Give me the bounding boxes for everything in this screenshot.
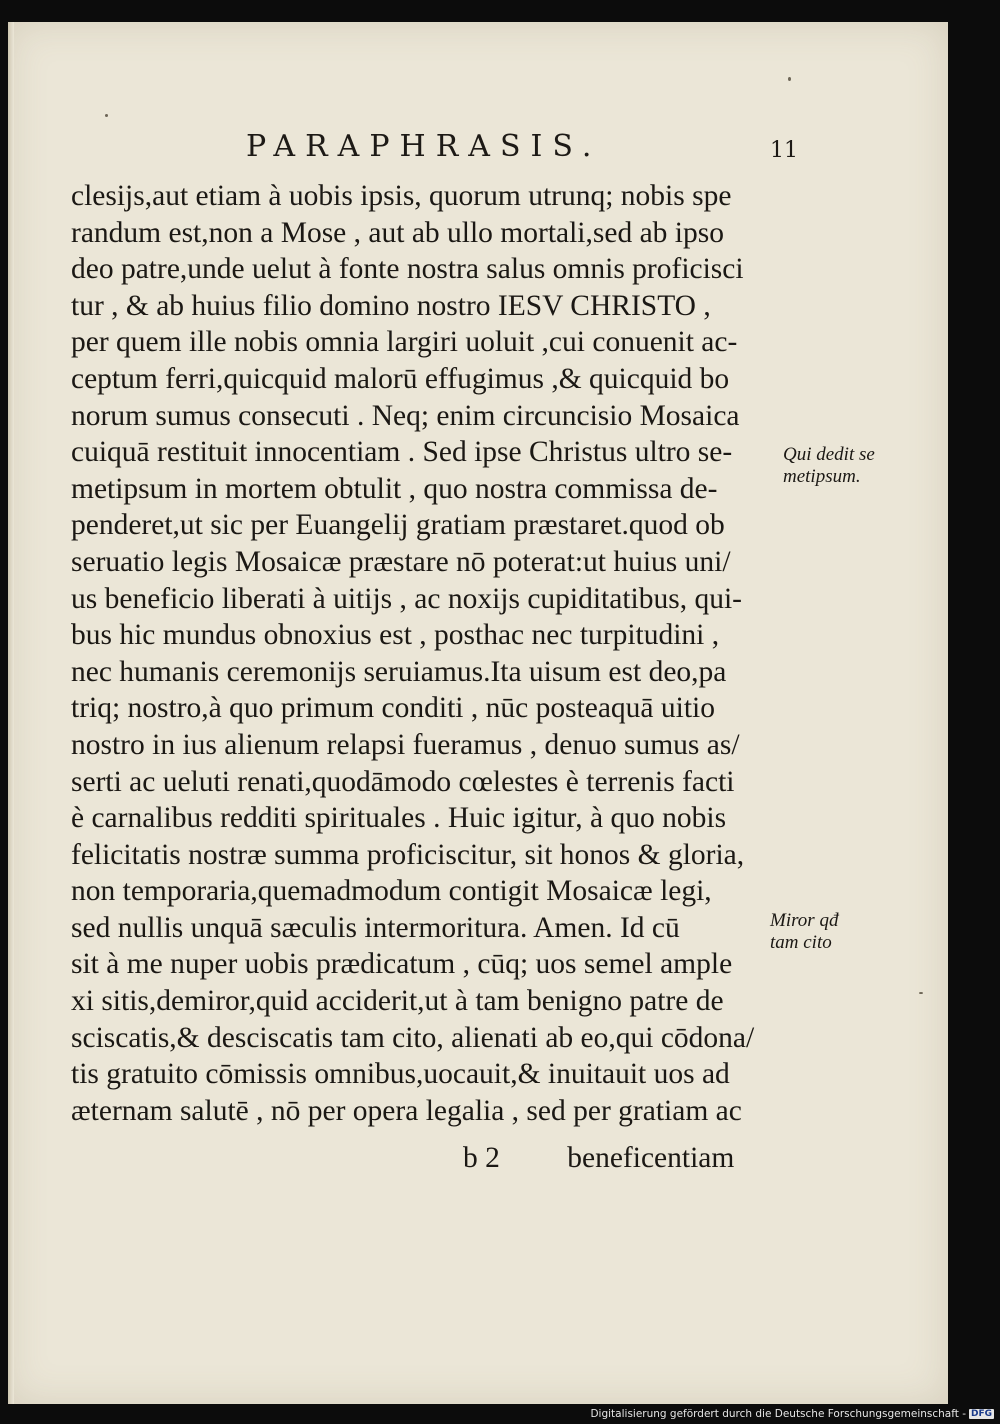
text-line: tis gratuito cōmissis omnibus,uocauit,& inuitauit uos ad: [71, 1058, 730, 1091]
text-line: tur , & ab huius filio domino nostro IESV CHRISTO ,: [71, 289, 711, 322]
marginal-note-line: Miror qđ: [770, 910, 839, 931]
marginal-note: [783, 444, 875, 488]
folio-number: 11: [770, 138, 798, 163]
text-line: clesijs,aut etiam à uobis ipsis, quorum utrunq; nobis spe: [71, 180, 732, 212]
catchword-line: [463, 1142, 734, 1175]
marginal-note-line: Qui dedit se: [783, 444, 875, 465]
paper-speck: [105, 114, 108, 117]
text-line: sit à me nuper uobis prædicatum , cūq; uos semel ample: [71, 948, 733, 981]
digitization-credit: [590, 1408, 994, 1420]
text-line: nec humanis ceremonijs seruiamus.Ita uisum est deo,pa: [71, 655, 727, 688]
paper-speck: [788, 77, 791, 81]
text-line: bus hic mundus obnoxius est , posthac nec turpitudini ,: [71, 619, 720, 652]
marginal-note-line: tam cito: [770, 932, 832, 953]
text-line: ceptum ferri,quicquid malorū effugimus ,& quicquid bo: [71, 362, 730, 395]
text-line: sciscatis,& desciscatis tam cito, alienati ab eo,qui cōdona/: [71, 1021, 755, 1054]
text-line: triq; nostro,à quo primum conditi , nūc posteaquā uitio: [71, 692, 715, 725]
text-line: felicitatis nostræ summa proficiscitur, sit honos & gloria,: [71, 838, 745, 871]
page-gutter-edge: [8, 22, 14, 1404]
dfg-logo: DFG: [970, 1409, 992, 1419]
body-text: [71, 178, 771, 1129]
catchword: beneficentiam: [567, 1142, 735, 1174]
text-line: penderet,ut sic per Euangelij gratiam præstaret.quod ob: [71, 509, 725, 542]
text-line: seruatio legis Mosaicæ præstare nō poterat:ut huius uni/: [71, 545, 731, 578]
text-line: serti ac ueluti renati,quodāmodo cœlestes è terrenis facti: [71, 765, 735, 798]
text-line: randum est,non a Mose , aut ab ullo mortali,sed ab ipso: [71, 216, 724, 249]
text-line: sed nullis unquā sæculis intermoritura. Amen. Id cū: [71, 911, 680, 944]
text-line: per quem ille nobis omnia largiri uoluit ,cui conuenit ac-: [71, 326, 738, 359]
text-line: us beneficio liberati à uitijs , ac noxijs cupiditatibus, qui-: [71, 582, 742, 615]
text-line: è carnalibus redditi spirituales . Huic igitur, à quo nobis: [71, 802, 727, 835]
text-line: norum sumus consecuti . Neq; enim circuncisio Mosaica: [71, 399, 740, 432]
credit-text: Digitalisierung gefördert durch die Deutsche Forschungsgemeinschaft -: [590, 1408, 966, 1420]
text-line: æternam salutē , nō per opera legalia , sed per gratiam ac: [71, 1094, 742, 1127]
paper-speck: [919, 992, 923, 994]
text-line: metipsum in mortem obtulit , quo nostra commissa de-: [71, 472, 718, 505]
text-line: xi sitis,demiror,quid acciderit,ut à tam benigno patre de: [71, 985, 724, 1018]
marginal-note: [770, 910, 838, 954]
marginal-note-line: metipsum.: [783, 466, 861, 487]
text-line: nostro in ius alienum relapsi fueramus , denuo sumus as/: [71, 728, 740, 761]
running-head: PARAPHRASIS.: [246, 129, 602, 164]
signature-mark: b 2: [463, 1142, 500, 1174]
book-page: [8, 22, 948, 1404]
text-line: non temporaria,quemadmodum contigit Mosaicæ legi,: [71, 875, 712, 908]
text-line: deo patre,unde uelut à fonte nostra salus omnis proficisci: [71, 253, 744, 286]
text-line: cuiquā restituit innocentiam . Sed ipse Christus ultro se-: [71, 436, 733, 469]
